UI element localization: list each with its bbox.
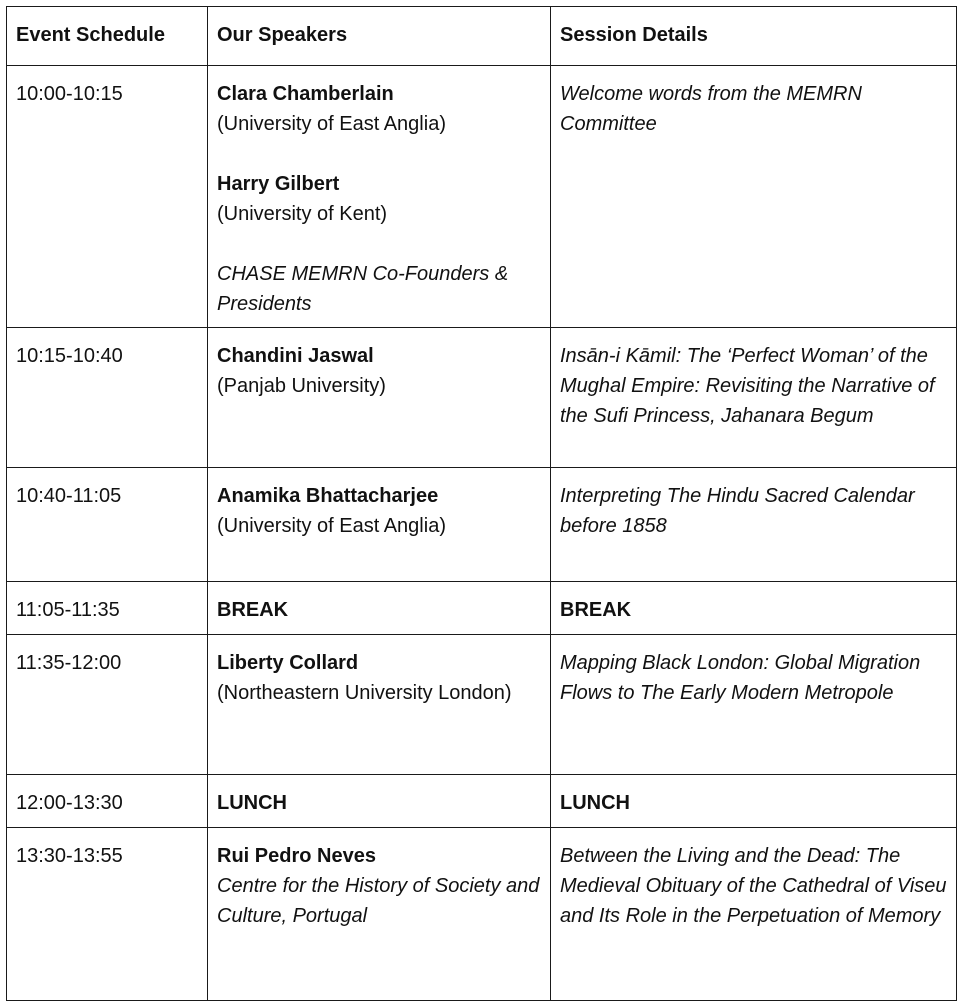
speakers-cell bbox=[208, 582, 551, 635]
session-title: Between the Living and the Dead: The Medieval Obituary of the Cathedral of Viseu and Its Role in the Perpetuation of Memory bbox=[560, 845, 947, 927]
speaker-name: Anamika Bhattacharjee bbox=[217, 485, 439, 507]
details-cell bbox=[551, 828, 957, 1001]
speaker-affiliation: (Northeastern University London) bbox=[217, 682, 512, 704]
speakers-cell bbox=[208, 635, 551, 775]
speaker-affiliation: Centre for the History of Society and Culture, Portugal bbox=[217, 875, 540, 927]
table-row bbox=[7, 635, 957, 775]
lunch-label: LUNCH bbox=[560, 792, 630, 814]
table-row bbox=[7, 66, 957, 328]
table-row bbox=[7, 775, 957, 828]
session-title: Insān-i Kāmil: The ‘Perfect Woman’ of the Mughal Empire: Revisiting the Narrative of the Sufi Princess, Jahanara Begum bbox=[560, 345, 935, 427]
lunch-label: LUNCH bbox=[217, 792, 287, 814]
details-cell bbox=[551, 635, 957, 775]
details-cell bbox=[551, 775, 957, 828]
time-cell: 10:00-10:15 bbox=[7, 66, 208, 328]
table-row bbox=[7, 582, 957, 635]
session-title: Interpreting The Hindu Sacred Calendar before 1858 bbox=[560, 485, 915, 537]
table-header-row bbox=[7, 7, 957, 66]
details-cell bbox=[551, 468, 957, 582]
table-row bbox=[7, 328, 957, 468]
session-title: Mapping Black London: Global Migration Flows to The Early Modern Metropole bbox=[560, 652, 921, 704]
speaker-name: Liberty Collard bbox=[217, 652, 359, 674]
session-title: Welcome words from the MEMRN Committee bbox=[560, 83, 862, 135]
time-cell: 13:30-13:55 bbox=[7, 828, 208, 1001]
break-label: BREAK bbox=[560, 599, 632, 621]
speaker-affiliation: (University of Kent) bbox=[217, 203, 388, 225]
break-label: BREAK bbox=[217, 599, 289, 621]
table-row bbox=[7, 828, 957, 1001]
event-schedule-table bbox=[6, 6, 957, 1001]
time-cell: 11:05-11:35 bbox=[7, 582, 208, 635]
speaker-name: Rui Pedro Neves bbox=[217, 845, 376, 867]
details-cell bbox=[551, 582, 957, 635]
speaker-name: Clara Chamberlain bbox=[217, 83, 394, 105]
table-row bbox=[7, 468, 957, 582]
time-cell: 10:15-10:40 bbox=[7, 328, 208, 468]
speakers-cell bbox=[208, 828, 551, 1001]
header-event-schedule: Event Schedule bbox=[7, 7, 208, 66]
details-cell bbox=[551, 66, 957, 328]
details-cell bbox=[551, 328, 957, 468]
speaker-name: Harry Gilbert bbox=[217, 173, 340, 195]
speakers-cell bbox=[208, 66, 551, 328]
speaker-affiliation: (University of East Anglia) bbox=[217, 113, 446, 135]
speaker-note: CHASE MEMRN Co-Founders & Presidents bbox=[217, 263, 509, 315]
speakers-cell bbox=[208, 775, 551, 828]
speakers-cell bbox=[208, 328, 551, 468]
header-our-speakers: Our Speakers bbox=[208, 7, 551, 66]
time-cell: 11:35-12:00 bbox=[7, 635, 208, 775]
speaker-name: Chandini Jaswal bbox=[217, 345, 374, 367]
speaker-affiliation: (University of East Anglia) bbox=[217, 515, 446, 537]
speakers-cell bbox=[208, 468, 551, 582]
header-session-details: Session Details bbox=[551, 7, 957, 66]
time-cell: 12:00-13:30 bbox=[7, 775, 208, 828]
speaker-affiliation: (Panjab University) bbox=[217, 375, 386, 397]
time-cell: 10:40-11:05 bbox=[7, 468, 208, 582]
